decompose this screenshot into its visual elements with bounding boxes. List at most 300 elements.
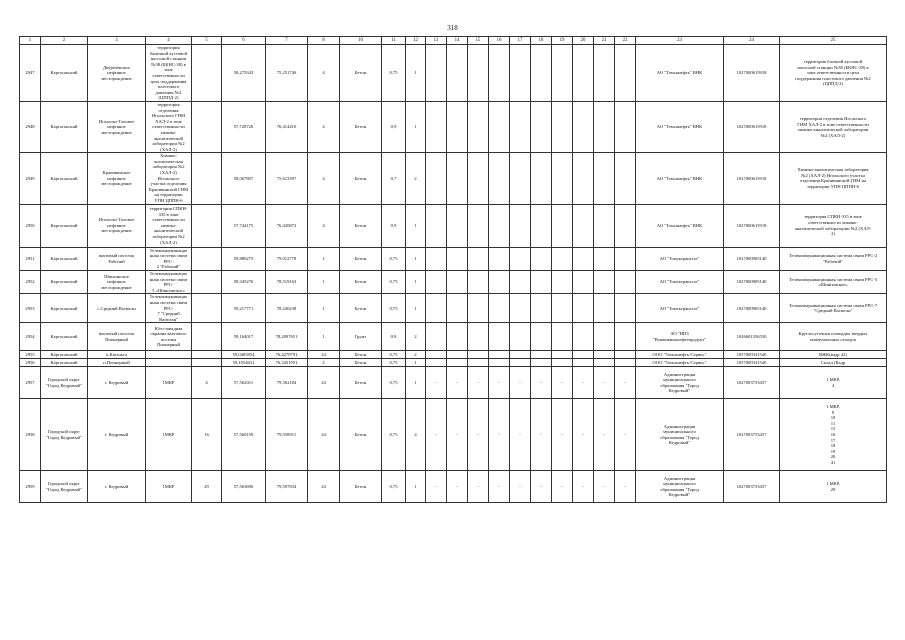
settlement-cell: п.Катальга bbox=[88, 351, 146, 359]
latitude-cell: 57,728726 bbox=[222, 101, 266, 152]
extra-column-cell bbox=[468, 101, 489, 152]
extra-column-cell bbox=[594, 204, 615, 247]
extra-column-cell bbox=[552, 359, 573, 367]
latitude-cell: 57,562011 bbox=[222, 367, 266, 399]
waste-source-cell: Телекоммуникационная система связи РРС-7 "Средний Васюган" bbox=[780, 294, 887, 323]
column-number-header: 3 bbox=[88, 37, 146, 45]
extra-column-cell bbox=[552, 323, 573, 351]
extra-column-cell bbox=[489, 101, 510, 152]
table-row bbox=[20, 323, 887, 351]
table-row bbox=[20, 101, 887, 152]
settlement-cell: Игольско-Таловое нефтяное месторождение bbox=[88, 204, 146, 247]
extra-column-cell bbox=[489, 204, 510, 247]
extra-column-cell bbox=[426, 294, 447, 323]
location-description-cell: 1МКР bbox=[146, 471, 192, 503]
column-number-header: 15 bbox=[468, 37, 489, 45]
container-volume-cell: 0,75 bbox=[382, 45, 406, 102]
municipality-cell: Городской округ "Город Кедровый" bbox=[41, 399, 88, 471]
location-description-cell: 1МКР bbox=[146, 367, 192, 399]
ogrn-cell: 1027000905140 bbox=[724, 294, 780, 323]
column-number-header: 8 bbox=[308, 37, 340, 45]
house-number-cell bbox=[192, 45, 222, 102]
municipality-cell: Каргасокский bbox=[41, 323, 88, 351]
extra-column-cell bbox=[468, 271, 489, 294]
extra-column-cell bbox=[531, 153, 552, 204]
container-volume-cell: 0,75 bbox=[382, 359, 406, 367]
extra-column-cell: - bbox=[573, 367, 594, 399]
extra-column-cell bbox=[615, 45, 636, 102]
municipality-cell: Каргасокский bbox=[41, 45, 88, 102]
house-number-cell: 16 bbox=[192, 399, 222, 471]
extra-column-cell bbox=[489, 271, 510, 294]
extra-column-cell bbox=[552, 351, 573, 359]
extra-column-cell bbox=[573, 153, 594, 204]
table-row bbox=[20, 153, 887, 204]
extra-column-cell: - bbox=[615, 399, 636, 471]
extra-column-cell: - bbox=[510, 399, 531, 471]
extra-column-cell bbox=[573, 204, 594, 247]
extra-column-cell bbox=[510, 247, 531, 270]
extra-column-cell: - bbox=[426, 367, 447, 399]
table-row bbox=[20, 294, 887, 323]
column-number-header: 25 bbox=[780, 37, 887, 45]
extra-column-cell: - bbox=[552, 367, 573, 399]
waste-source-cell: 1 МКР, 9 10 11 15 16 17 18 19 20 41 bbox=[780, 399, 887, 471]
registry-number-cell: 2954 bbox=[20, 323, 41, 351]
house-number-cell bbox=[192, 359, 222, 367]
extra-column-cell bbox=[468, 359, 489, 367]
settlement-cell: вахтовый поселок Рабочий bbox=[88, 247, 146, 270]
municipality-cell: Каргасокский bbox=[41, 351, 88, 359]
extra-column-cell bbox=[615, 101, 636, 152]
container-volume-cell: 0,75 bbox=[382, 471, 406, 503]
container-count-cell: 24 bbox=[308, 399, 340, 471]
municipality-cell: Каргасокский bbox=[41, 247, 88, 270]
extra-column-cell bbox=[552, 101, 573, 152]
waste-source-cell: Телекоммуникационная система связи РРС-2 "Рабочий" bbox=[780, 247, 887, 270]
column-number-header: 5 bbox=[192, 37, 222, 45]
ogrn-cell: 1027003753457 bbox=[724, 471, 780, 503]
registry-number-cell: 2957 bbox=[20, 367, 41, 399]
extra-column-cell bbox=[552, 204, 573, 247]
house-number-cell bbox=[192, 323, 222, 351]
location-description-cell: Телекоммуникацио нная система связи РРС- 2 "Рабочий" bbox=[146, 247, 192, 270]
extra-column-cell bbox=[594, 45, 615, 102]
extra-column-cell bbox=[531, 294, 552, 323]
column-number-header: 10 bbox=[340, 37, 382, 45]
latitude-cell: 57,744175 bbox=[222, 204, 266, 247]
surface-type-cell: Бетон bbox=[340, 271, 382, 294]
waste-source-cell: Круглосуточная площадка твердых коммунальных отходов bbox=[780, 323, 887, 351]
extra-column-cell: - bbox=[468, 367, 489, 399]
extra-column-cell bbox=[489, 323, 510, 351]
container-count-cell: 24 bbox=[308, 471, 340, 503]
registry-number-cell: 2955 bbox=[20, 351, 41, 359]
extra-column-cell: - bbox=[552, 399, 573, 471]
municipality-cell: Каргасокский bbox=[41, 204, 88, 247]
extra-column-cell bbox=[489, 45, 510, 102]
location-description-cell: территория банечной кустовой насосной станции №38 (БКНС-38) в зоне ответственности цеха поддержания пластового давления №2 (ЦППД-2) bbox=[146, 45, 192, 102]
ogrn-cell: 1057000341540 bbox=[724, 359, 780, 367]
surface-type-cell: Бетон bbox=[340, 45, 382, 102]
extra-column-cell bbox=[552, 153, 573, 204]
location-description-cell bbox=[146, 359, 192, 367]
waste-source-cell: Склад (Кадр bbox=[780, 359, 887, 367]
surface-type-cell: Бетон bbox=[340, 351, 382, 359]
longitude-cell: 76,4278791 bbox=[266, 351, 308, 359]
municipality-cell: Каргасокский bbox=[41, 101, 88, 152]
waste-source-cell: территория блочной кустовой насосной станции №38 (БКНС-38) в зоне ответственности цеха поддержания пластового давления №2 (ЦППД-2) bbox=[780, 45, 887, 102]
settlement-cell: Игольско-Таловое нефтяное месторождение bbox=[88, 101, 146, 152]
registry-number-cell: 2958 bbox=[20, 399, 41, 471]
extra-column-cell bbox=[573, 247, 594, 270]
extra-column-cell bbox=[573, 101, 594, 152]
column-number-header: 11 bbox=[382, 37, 406, 45]
extra-column-cell bbox=[510, 323, 531, 351]
ogrn-cell: 1027000615918 bbox=[724, 101, 780, 152]
container-count-cell: 24 bbox=[308, 351, 340, 359]
extra-column-cell bbox=[489, 294, 510, 323]
bin-count-cell: 1 bbox=[406, 471, 426, 503]
container-count-cell: 4 bbox=[308, 101, 340, 152]
extra-column-cell bbox=[510, 204, 531, 247]
extra-column-cell bbox=[489, 359, 510, 367]
longitude-cell: 79,597834 bbox=[266, 471, 308, 503]
extra-column-cell: - bbox=[468, 471, 489, 503]
registry-number-cell: 2949 bbox=[20, 153, 41, 204]
extra-column-cell bbox=[594, 294, 615, 323]
extra-column-cell bbox=[552, 294, 573, 323]
longitude-cell: 76,420872 bbox=[266, 204, 308, 247]
extra-column-cell bbox=[426, 323, 447, 351]
extra-column-cell: - bbox=[594, 399, 615, 471]
bin-count-cell: 1 bbox=[406, 271, 426, 294]
column-number-header: 19 bbox=[552, 37, 573, 45]
owner-cell: АО "Томсктрансгаз" bbox=[636, 247, 724, 270]
column-number-header: 20 bbox=[573, 37, 594, 45]
extra-column-cell bbox=[594, 271, 615, 294]
ogrn-cell: 1027000615918 bbox=[724, 45, 780, 102]
ogrn-cell: 1027003753457 bbox=[724, 399, 780, 471]
column-number-header: 16 bbox=[489, 37, 510, 45]
ogrn-cell: 1027000615918 bbox=[724, 204, 780, 247]
column-number-header: 17 bbox=[510, 37, 531, 45]
column-number-header-row bbox=[20, 37, 887, 45]
settlement-cell: п.Пионерный bbox=[88, 359, 146, 367]
extra-column-cell: - bbox=[573, 399, 594, 471]
column-number-header: 24 bbox=[724, 37, 780, 45]
extra-column-cell: - bbox=[615, 367, 636, 399]
surface-type-cell: Грунт bbox=[340, 323, 382, 351]
ogrn-cell: 1057000341540 bbox=[724, 351, 780, 359]
extra-column-cell: - bbox=[510, 471, 531, 503]
container-volume-cell: 0,75 bbox=[382, 271, 406, 294]
location-description-cell: Телекоммуникацио нная система связи РРС- 7 "Средний Васюган" bbox=[146, 294, 192, 323]
extra-column-cell bbox=[510, 45, 531, 102]
extra-column-cell bbox=[531, 45, 552, 102]
bin-count-cell: 1 bbox=[406, 294, 426, 323]
extra-column-cell bbox=[573, 323, 594, 351]
extra-column-cell: - bbox=[531, 367, 552, 399]
municipality-cell: Городской округ "Город Кедровый" bbox=[41, 471, 88, 503]
container-volume-cell: 0,8 bbox=[382, 323, 406, 351]
extra-column-cell bbox=[510, 271, 531, 294]
container-count-cell: 4 bbox=[308, 45, 340, 102]
container-count-cell: 4 bbox=[308, 204, 340, 247]
extra-column-cell bbox=[531, 271, 552, 294]
extra-column-cell bbox=[510, 101, 531, 152]
extra-column-cell bbox=[468, 45, 489, 102]
column-number-header: 18 bbox=[531, 37, 552, 45]
location-description-cell: Юго-западная окраина вахтового поселка Пионерный bbox=[146, 323, 192, 351]
surface-type-cell: Бетон bbox=[340, 153, 382, 204]
extra-column-cell bbox=[594, 153, 615, 204]
extra-column-cell bbox=[615, 359, 636, 367]
registry-number-cell: 2951 bbox=[20, 247, 41, 270]
house-number-cell bbox=[192, 351, 222, 359]
bin-count-cell: 1 bbox=[406, 247, 426, 270]
extra-column-cell bbox=[426, 153, 447, 204]
bin-count-cell: 1 bbox=[406, 367, 426, 399]
container-count-cell: 1 bbox=[308, 271, 340, 294]
column-number-header: 7 bbox=[266, 37, 308, 45]
extra-column-cell: - bbox=[531, 399, 552, 471]
owner-cell: Администрация муниципального образования "Город Кедровый" bbox=[636, 471, 724, 503]
longitude-cell: 76,3451951 bbox=[266, 359, 308, 367]
extra-column-cell bbox=[573, 359, 594, 367]
house-number-cell bbox=[192, 247, 222, 270]
latitude-cell: 57,560159 bbox=[222, 399, 266, 471]
municipality-cell: Городской округ "Город Кедровый" bbox=[41, 367, 88, 399]
extra-column-cell bbox=[594, 351, 615, 359]
extra-column-cell bbox=[447, 351, 468, 359]
bin-count-cell: 4 bbox=[406, 399, 426, 471]
house-number-cell bbox=[192, 153, 222, 204]
container-count-cell: 24 bbox=[308, 367, 340, 399]
location-description-cell: территория отделения Игольского ГНМ ХАЛ-2 в зоне ответственности химико- аналитической лаборатории №2 (ХАЛ-2) bbox=[146, 101, 192, 152]
extra-column-cell bbox=[468, 204, 489, 247]
latitude-cell: 59,164017 bbox=[222, 323, 266, 351]
latitude-cell: 59,880275 bbox=[222, 247, 266, 270]
extra-column-cell bbox=[552, 45, 573, 102]
bin-count-cell: 2 bbox=[406, 153, 426, 204]
waste-source-cell: Телекоммуникационная система связи РРС-5 «Шингинское» bbox=[780, 271, 887, 294]
extra-column-cell bbox=[510, 294, 531, 323]
longitude-cell: 76,414416 bbox=[266, 101, 308, 152]
surface-type-cell: Бетон bbox=[340, 204, 382, 247]
owner-cell: АО "Томскнефть" ВНК bbox=[636, 45, 724, 102]
ogrn-cell: 1027000615918 bbox=[724, 153, 780, 204]
longitude-cell: 78,519163 bbox=[266, 271, 308, 294]
column-number-header: 1 bbox=[20, 37, 41, 45]
ogrn-cell: 1027003753457 bbox=[724, 367, 780, 399]
longitude-cell: 78,240238 bbox=[266, 294, 308, 323]
location-description-cell: территория СПКН- 335 в зоне ответственности химико- аналитической лаборатории №2 (ХАЛ-2) bbox=[146, 204, 192, 247]
extra-column-cell bbox=[594, 323, 615, 351]
extra-column-cell bbox=[468, 153, 489, 204]
extra-column-cell: - bbox=[594, 367, 615, 399]
settlement-cell: г. Кедровый bbox=[88, 399, 146, 471]
registry-number-cell: 2956 bbox=[20, 359, 41, 367]
container-count-cell: 2 bbox=[308, 359, 340, 367]
extra-column-cell: - bbox=[426, 471, 447, 503]
container-count-cell: 1 bbox=[308, 323, 340, 351]
surface-type-cell: Бетон bbox=[340, 359, 382, 367]
ogrn-cell: 1027000905140 bbox=[724, 247, 780, 270]
waste-source-cell: территория отделения Игольского ГНМ ХАЛ-2 в зоне ответственности химико-аналитической лаборатории №2 (ХАЛ-2) bbox=[780, 101, 887, 152]
container-count-cell: 4 bbox=[308, 153, 340, 204]
extra-column-cell: - bbox=[531, 471, 552, 503]
extra-column-cell bbox=[426, 247, 447, 270]
container-volume-cell: 0,75 bbox=[382, 351, 406, 359]
longitude-cell: 75,251746 bbox=[266, 45, 308, 102]
page-number: 318 bbox=[447, 24, 458, 32]
extra-column-cell bbox=[447, 271, 468, 294]
house-number-cell bbox=[192, 204, 222, 247]
bin-count-cell: 2 bbox=[406, 351, 426, 359]
extra-column-cell bbox=[531, 351, 552, 359]
owner-cell: ООО "Томскнефть-Сервис" bbox=[636, 359, 724, 367]
owner-cell: Администрация муниципального образования "Город Кедровый" bbox=[636, 399, 724, 471]
column-number-header: 6 bbox=[222, 37, 266, 45]
extra-column-cell bbox=[510, 153, 531, 204]
extra-column-cell bbox=[552, 271, 573, 294]
table-row bbox=[20, 204, 887, 247]
extra-column-cell bbox=[510, 359, 531, 367]
surface-type-cell: Бетон bbox=[340, 399, 382, 471]
registry-number-cell: 2947 bbox=[20, 45, 41, 102]
extra-column-cell: - bbox=[552, 471, 573, 503]
table-row bbox=[20, 271, 887, 294]
owner-cell: АО "НПЗ "Ромашкинонефтепродукт" bbox=[636, 323, 724, 351]
extra-column-cell: - bbox=[447, 399, 468, 471]
extra-column-cell bbox=[426, 204, 447, 247]
registry-number-cell: 2959 bbox=[20, 471, 41, 503]
longitude-cell: 75,613397 bbox=[266, 153, 308, 204]
latitude-cell: 59,1054631 bbox=[222, 359, 266, 367]
extra-column-cell bbox=[531, 204, 552, 247]
bin-count-cell: 1 bbox=[406, 359, 426, 367]
column-number-header: 4 bbox=[146, 37, 192, 45]
ogrn-cell: 1026601356550 bbox=[724, 323, 780, 351]
extra-column-cell bbox=[531, 247, 552, 270]
registry-number-cell: 2953 bbox=[20, 294, 41, 323]
extra-column-cell bbox=[573, 351, 594, 359]
column-number-header: 23 bbox=[636, 37, 724, 45]
house-number-cell: 29 bbox=[192, 471, 222, 503]
owner-cell: АО "Томсктрансгаз" bbox=[636, 271, 724, 294]
extra-column-cell: - bbox=[594, 471, 615, 503]
settlement-cell: вахтовый поселок Пионерный bbox=[88, 323, 146, 351]
extra-column-cell bbox=[426, 359, 447, 367]
extra-column-cell bbox=[594, 359, 615, 367]
container-volume-cell: 0,7 bbox=[382, 153, 406, 204]
bin-count-cell: 1 bbox=[406, 101, 426, 152]
column-number-header: 21 bbox=[594, 37, 615, 45]
extra-column-cell bbox=[489, 153, 510, 204]
extra-column-cell bbox=[468, 351, 489, 359]
house-number-cell bbox=[192, 271, 222, 294]
extra-column-cell bbox=[531, 323, 552, 351]
table-row bbox=[20, 367, 887, 399]
latitude-cell: 59,217771 bbox=[222, 294, 266, 323]
municipality-cell: Каргасокский bbox=[41, 359, 88, 367]
location-description-cell bbox=[146, 351, 192, 359]
container-volume-cell: 0,75 bbox=[382, 294, 406, 323]
location-description-cell: 1МКР bbox=[146, 399, 192, 471]
latitude-cell: 58,275343 bbox=[222, 45, 266, 102]
extra-column-cell bbox=[447, 153, 468, 204]
extra-column-cell bbox=[426, 271, 447, 294]
extra-column-cell: - bbox=[468, 399, 489, 471]
settlement-cell: с.Средний Васюган bbox=[88, 294, 146, 323]
extra-column-cell bbox=[468, 247, 489, 270]
extra-column-cell bbox=[468, 294, 489, 323]
municipality-cell: Каргасокский bbox=[41, 153, 88, 204]
extra-column-cell: - bbox=[447, 471, 468, 503]
extra-column-cell bbox=[615, 323, 636, 351]
latitude-cell: 59,0405854 bbox=[222, 351, 266, 359]
extra-column-cell bbox=[426, 101, 447, 152]
extra-column-cell bbox=[447, 359, 468, 367]
container-volume-cell: 0,75 bbox=[382, 367, 406, 399]
owner-cell: АО "Томскнефть" ВНК bbox=[636, 153, 724, 204]
container-volume-cell: 0,75 bbox=[382, 399, 406, 471]
extra-column-cell bbox=[615, 271, 636, 294]
waste-source-cell: территория СПКН-335 в зоне ответственности химико- аналитической лаборатории №2 (ХАЛ- 2) bbox=[780, 204, 887, 247]
extra-column-cell bbox=[447, 323, 468, 351]
registry-number-cell: 2950 bbox=[20, 204, 41, 247]
extra-column-cell: - bbox=[489, 399, 510, 471]
column-number-header: 2 bbox=[41, 37, 88, 45]
latitude-cell: 58,067807 bbox=[222, 153, 266, 204]
extra-column-cell: - bbox=[489, 367, 510, 399]
settlement-cell: г. Кедровый bbox=[88, 367, 146, 399]
table-row bbox=[20, 351, 887, 359]
surface-type-cell: Бетон bbox=[340, 247, 382, 270]
bin-count-cell: 1 bbox=[406, 204, 426, 247]
container-count-cell: 1 bbox=[308, 294, 340, 323]
container-volume-cell: 0,9 bbox=[382, 204, 406, 247]
latitude-cell: 58,345276 bbox=[222, 271, 266, 294]
extra-column-cell: - bbox=[573, 471, 594, 503]
surface-type-cell: Бетон bbox=[340, 471, 382, 503]
extra-column-cell bbox=[531, 101, 552, 152]
extra-column-cell bbox=[615, 204, 636, 247]
owner-cell: Администрация муниципального образования "Город Кедровый" bbox=[636, 367, 724, 399]
extra-column-cell bbox=[426, 351, 447, 359]
bin-count-cell: 2 bbox=[406, 323, 426, 351]
longitude-cell: 78,2897651 bbox=[266, 323, 308, 351]
location-description-cell: Телекоммуникацио нная система связи РРС- 5 «Шингинское» bbox=[146, 271, 192, 294]
extra-column-cell bbox=[510, 351, 531, 359]
waste-source-cell: Химико-аналитическая лаборатория №2 (ХАЛ-2) Игольского участка отделения Крапивинской ГНМ на территории УПН ЦППН-6 bbox=[780, 153, 887, 204]
extra-column-cell: - bbox=[447, 367, 468, 399]
table-row bbox=[20, 399, 887, 471]
table-row bbox=[20, 247, 887, 270]
extra-column-cell bbox=[573, 45, 594, 102]
extra-column-cell bbox=[573, 271, 594, 294]
ogrn-cell: 1027000905140 bbox=[724, 271, 780, 294]
extra-column-cell bbox=[552, 247, 573, 270]
extra-column-cell bbox=[426, 45, 447, 102]
waste-sites-table bbox=[19, 36, 887, 503]
settlement-cell: Шингинское нефтяное месторождение bbox=[88, 271, 146, 294]
surface-type-cell: Бетон bbox=[340, 294, 382, 323]
settlement-cell: г. Кедровый bbox=[88, 471, 146, 503]
extra-column-cell bbox=[447, 45, 468, 102]
extra-column-cell bbox=[615, 153, 636, 204]
